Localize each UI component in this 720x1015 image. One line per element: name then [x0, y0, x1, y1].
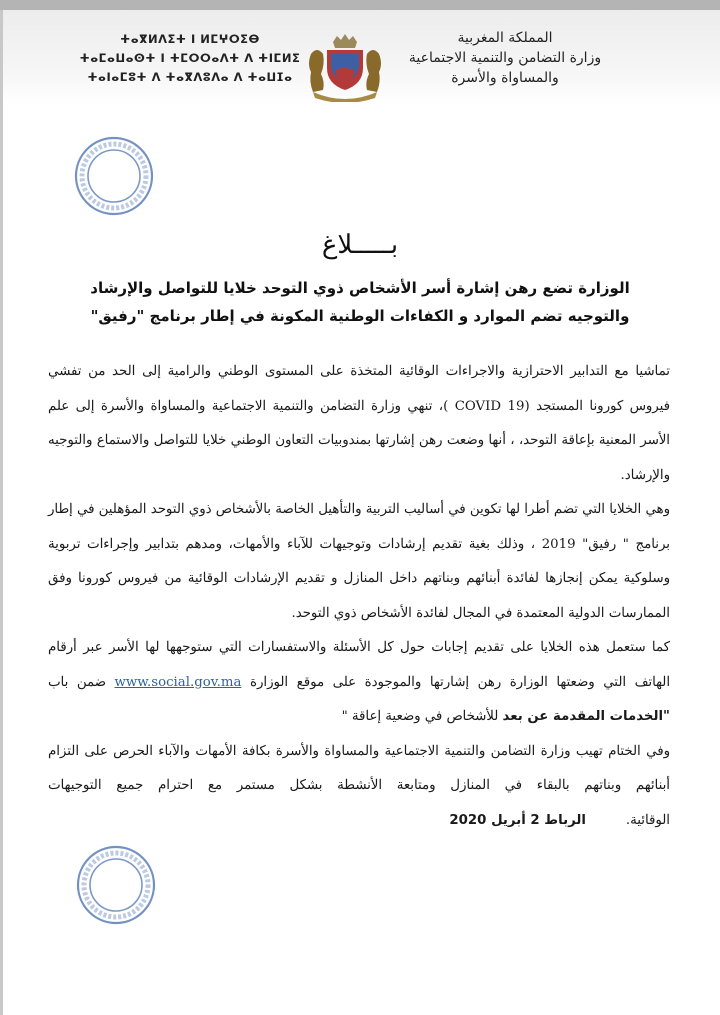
- left-edge: [0, 10, 3, 1015]
- paragraph-2-text-cont: ، وذلك بغية تقديم إرشادات وتوجيهات للآباء والأمهات، ومدهم بتدابير وإجراءات تربوية وسلوكية يمكن إنجازها لفائدة أبنائهم وبناتهم داخل المنازل و تقديم الإرشادات الوقائية من فيروس كورونا وفق الممارسات الدولية المعتمدة في المجال لفائدة الأشخاص ذوي التوحد.: [48, 536, 670, 621]
- paragraph-4: [48, 735, 670, 839]
- program-year: 2019: [541, 536, 576, 552]
- paragraph-1: [48, 355, 670, 493]
- official-stamp-icon: [74, 843, 158, 927]
- letterhead-tifinagh: [70, 30, 310, 87]
- letterhead-arabic: [380, 28, 630, 88]
- services-section-name: "الخدمات المقدمة عن بعد: [502, 709, 670, 724]
- moroccan-coat-of-arms-icon: [305, 32, 385, 102]
- document-body: [48, 355, 670, 838]
- paragraph-1-text-cont: )، تنهي وزارة التضامن والتنمية الاجتماعية والمساواة والأسرة إلى علم الأسر المعنية بإعاقة التوحد، ، أنها وضعت رهن إشارتها بمندوبيات التعاون الوطني خلايا للتواصل والاستماع والتوجيه والإرشاد.: [48, 398, 670, 483]
- paragraph-1-text: تماشيا مع التدابير الاحترازية والاجراءات الوقائية المتخذة على المستوى الوطني والرامية إلى الحد من تفشي فيروس كورونا المستجد (: [48, 364, 670, 414]
- top-band: [0, 0, 720, 10]
- paragraph-3-text: كما ستعمل هذه الخلايا على تقديم إجابات حول كل الأسئلة والاستفسارات التي ستوجهها لها الأسر عبر أرقام الهاتف التي وضعتها الوزارة رهن إشارتها والموجودة على موقع الوزارة: [48, 640, 671, 690]
- tifinagh-line-2: ⵜⴰⵎⴰⵡⴰⵙⵜ ⵏ ⵜⵎⵔⵔⴰⴷⵜ ⴷ ⵜⵏⵎⵍⵉ: [79, 51, 301, 65]
- tifinagh-line-3: ⵜⴰⵏⴰⵎⵓⵜ ⴷ ⵜⴰⴳⴷⵓⴷⴰ ⴷ ⵜⴰⵡⵊⴰ: [87, 70, 293, 84]
- document-subtitle: الوزارة تضع رهن إشارة أسر الأشخاص ذوي التوحد خلايا للتواصل والإرشاد والتوجيه تضم الموارد و الكفاءات الوطنية المكونة في إطار برنامج "رفيق": [90, 279, 630, 325]
- paragraph-3-text-end: للأشخاص في وضعية إعاقة ": [341, 709, 503, 724]
- ministry-name: وزارة التضامن والتنمية الاجتماعية: [408, 50, 602, 66]
- paragraph-4-text: وفي الختام تهيب وزارة التضامن والتنمية الاجتماعية والمساواة والأسرة بكافة الأمهات والآباء الحرص على التزام أبنائهم وبناتهم بالبقاء في المنازل ومتابعة الأنشطة بشكل مستمر مع احترام جميع التوجيهات الوقائية.: [48, 743, 670, 828]
- paragraph-3-text-cont: ضمن باب: [48, 674, 115, 690]
- place-and-date: الرباط 2 أبريل 2020: [449, 812, 586, 828]
- paragraph-3: [48, 631, 670, 735]
- paragraph-2: [48, 493, 670, 631]
- kingdom-name: المملكة المغربية: [457, 30, 553, 46]
- ministry-name-cont: والمساواة والأسرة: [451, 70, 559, 86]
- covid-label: COVID 19: [454, 398, 525, 414]
- official-stamp-icon: [72, 134, 156, 218]
- document-title: بـــــلاغ: [321, 230, 399, 260]
- paragraph-2-text: وهي الخلايا التي تضم أطرا لها تكوين في أساليب التربية والتأهيل الخاصة بالأشخاص ذوي التوحد المؤهلين في إطار برنامج " رفيق": [48, 502, 670, 552]
- ministry-website-link[interactable]: www.social.gov.ma: [114, 674, 242, 690]
- tifinagh-line-1: ⵜⴰⴳⵍⴷⵉⵜ ⵏ ⵍⵎⵖⵔⵉⴱ: [120, 32, 260, 46]
